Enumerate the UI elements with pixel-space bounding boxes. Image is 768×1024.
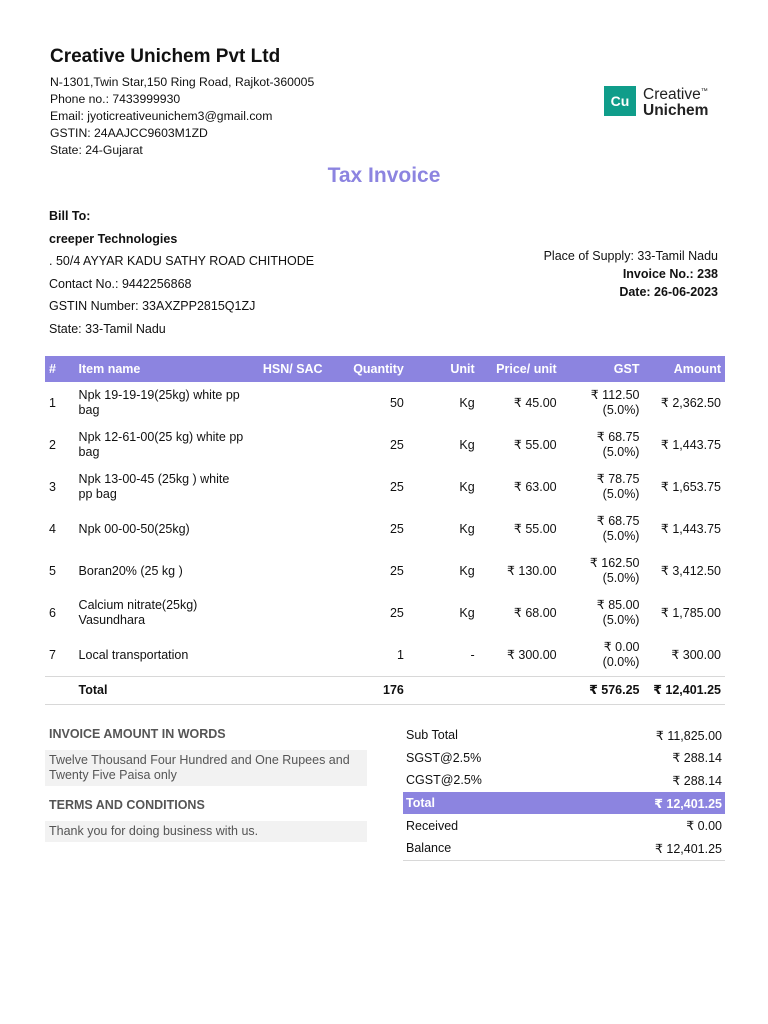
row-gst-percent: (5.0%) — [602, 403, 640, 417]
row-gst-amount: ₹ 162.50 — [589, 556, 640, 570]
company-logo — [604, 84, 724, 120]
col-hsn: HSN/ SAC — [250, 356, 327, 382]
total-unit — [408, 677, 479, 705]
invoice-meta — [544, 247, 718, 301]
terms-text: Thank you for doing business with us. — [45, 821, 367, 842]
logo-mark-icon: Cu — [604, 86, 636, 116]
summary-label: Total — [403, 792, 572, 815]
notes-panel — [45, 724, 367, 842]
items-table — [45, 356, 725, 705]
row-item-name: Npk 12-61-00(25 kg) white pp bag — [78, 430, 244, 459]
row-hsn — [250, 592, 327, 634]
summary-label: Received — [406, 818, 459, 833]
terms-heading: TERMS AND CONDITIONS — [49, 798, 205, 812]
summary-value: ₹ 12,401.25 — [572, 837, 725, 860]
row-quantity: 1 — [396, 647, 404, 662]
amount-in-words-heading: INVOICE AMOUNT IN WORDS — [49, 727, 226, 741]
col-price: Price/ unit — [479, 356, 561, 382]
row-number: 4 — [49, 521, 56, 536]
row-gst — [561, 382, 644, 424]
summary-row-sgst — [403, 747, 725, 770]
summary-value: ₹ 288.14 — [672, 773, 722, 788]
company-phone: Phone no.: 7433999930 — [50, 92, 181, 106]
row-gst-amount: ₹ 68.75 — [596, 514, 640, 528]
total-label: Total — [75, 677, 250, 705]
company-header — [50, 46, 470, 159]
summary-row-received — [403, 814, 725, 837]
row-hsn — [250, 382, 327, 424]
items-total-row — [45, 677, 725, 705]
summary-table — [403, 724, 725, 861]
col-unit: Unit — [408, 356, 479, 382]
row-item-name: Boran20% (25 kg ) — [78, 563, 183, 578]
summary-label: Balance — [403, 837, 572, 860]
row-item-name: Npk 00-00-50(25kg) — [78, 521, 190, 536]
row-unit: - — [470, 647, 475, 662]
row-gst — [561, 634, 644, 677]
row-price: ₹ 45.00 — [513, 395, 557, 410]
row-price: ₹ 63.00 — [513, 479, 557, 494]
col-number: # — [45, 356, 75, 382]
place-of-supply: Place of Supply: 33-Tamil Nadu — [543, 249, 718, 263]
row-gst — [561, 424, 644, 466]
row-gst-amount: ₹ 78.75 — [596, 472, 640, 486]
row-quantity: 25 — [389, 521, 404, 536]
row-gst-percent: (5.0%) — [602, 613, 640, 627]
row-item-name: Npk 19-19-19(25kg) white pp bag — [78, 388, 240, 417]
company-email: Email: jyoticreativeunichem3@gmail.com — [50, 109, 273, 123]
bill-to-block — [49, 208, 409, 344]
summary-row-balance — [403, 837, 725, 860]
table-row — [45, 550, 725, 592]
row-gst — [561, 508, 644, 550]
total-spacer — [45, 677, 75, 705]
summary-row-subtotal — [403, 724, 725, 747]
logo-line2: Unichem — [643, 102, 709, 120]
summary-label: CGST@2.5% — [406, 773, 482, 788]
bill-to-state: State: 33-Tamil Nadu — [49, 321, 166, 336]
bill-to-contact: Contact No.: 9442256868 — [49, 276, 192, 291]
row-number: 1 — [49, 395, 56, 410]
col-quantity: Quantity — [327, 356, 408, 382]
total-price — [479, 677, 561, 705]
row-gst — [561, 592, 644, 634]
row-hsn — [250, 634, 327, 677]
row-price: ₹ 55.00 — [513, 437, 557, 452]
bill-to-address: . 50/4 AYYAR KADU SATHY ROAD CHITHODE — [49, 254, 315, 269]
table-row — [45, 508, 725, 550]
table-row — [45, 634, 725, 677]
row-amount: ₹ 1,785.00 — [660, 605, 721, 620]
row-hsn — [250, 466, 327, 508]
company-address: N-1301,Twin Star,150 Ring Road, Rajkot-360005 — [50, 75, 315, 89]
row-item-name: Calcium nitrate(25kg) Vasundhara — [78, 598, 198, 627]
row-number: 6 — [49, 605, 56, 620]
row-quantity: 25 — [389, 563, 404, 578]
total-amount: ₹ 12,401.25 — [643, 677, 725, 705]
bill-to-gstin: GSTIN Number: 33AXZPP2815Q1ZJ — [49, 299, 256, 314]
row-gst-amount: ₹ 0.00 — [603, 640, 640, 654]
row-gst-amount: ₹ 112.50 — [590, 388, 640, 402]
company-gstin: GSTIN: 24AAJCC9603M1ZD — [50, 126, 208, 140]
summary-value: ₹ 11,825.00 — [655, 728, 722, 743]
summary-label: SGST@2.5% — [406, 750, 482, 765]
row-unit: Kg — [459, 521, 475, 536]
row-unit: Kg — [459, 563, 475, 578]
row-amount: ₹ 2,362.50 — [660, 395, 721, 410]
items-header-row — [45, 356, 725, 382]
bill-to-name: creeper Technologies — [49, 231, 178, 246]
table-row — [45, 424, 725, 466]
summary-value: ₹ 288.14 — [672, 751, 722, 766]
col-gst: GST — [561, 356, 644, 382]
row-number: 2 — [49, 437, 56, 452]
row-number: 5 — [49, 563, 56, 578]
summary-row-cgst — [403, 769, 725, 792]
row-amount: ₹ 3,412.50 — [660, 563, 721, 578]
row-gst-percent: (5.0%) — [602, 445, 640, 459]
summary-value: ₹ 12,401.25 — [572, 792, 725, 815]
row-unit: Kg — [459, 479, 475, 494]
row-price: ₹ 55.00 — [513, 521, 557, 536]
row-price: ₹ 68.00 — [513, 605, 557, 620]
row-quantity: 25 — [389, 437, 404, 452]
invoice-date: Date: 26-06-2023 — [619, 285, 718, 299]
table-row — [45, 382, 725, 424]
total-hsn — [250, 677, 327, 705]
row-number: 3 — [49, 479, 56, 494]
row-amount: ₹ 300.00 — [671, 647, 721, 662]
table-row — [45, 592, 725, 634]
row-amount: ₹ 1,443.75 — [660, 521, 721, 536]
amount-in-words: Twelve Thousand Four Hundred and One Rupees and Twenty Five Paisa only — [45, 750, 367, 786]
logo-line1: Creative — [643, 86, 701, 104]
row-hsn — [250, 550, 327, 592]
row-item-name: Npk 13-00-45 (25kg ) white pp bag — [78, 472, 230, 501]
logo-wordmark — [643, 84, 708, 119]
total-gst: ₹ 576.25 — [561, 677, 644, 705]
invoice-number: Invoice No.: 238 — [622, 267, 718, 281]
row-price: ₹ 300.00 — [506, 647, 557, 662]
bill-to-heading: Bill To: — [49, 209, 91, 223]
row-quantity: 25 — [389, 479, 404, 494]
row-quantity: 25 — [389, 605, 404, 620]
row-price: ₹ 130.00 — [506, 563, 557, 578]
total-quantity: 176 — [327, 677, 408, 705]
company-name: Creative Unichem Pvt Ltd — [50, 46, 281, 67]
row-hsn — [250, 508, 327, 550]
col-item-name: Item name — [75, 356, 250, 382]
row-gst-percent: (5.0%) — [602, 529, 640, 543]
summary-value: ₹ 0.00 — [686, 819, 722, 834]
table-row — [45, 466, 725, 508]
logo-tm: ™ — [700, 88, 708, 95]
col-amount: Amount — [643, 356, 725, 382]
row-gst-percent: (5.0%) — [602, 487, 640, 501]
summary-label: Sub Total — [406, 728, 458, 743]
row-item-name: Local transportation — [78, 647, 189, 662]
row-unit: Kg — [459, 605, 475, 620]
summary-row-total — [403, 792, 725, 815]
row-unit: Kg — [459, 437, 475, 452]
row-gst-amount: ₹ 85.00 — [596, 598, 640, 612]
row-amount: ₹ 1,443.75 — [660, 437, 721, 452]
row-gst — [561, 550, 644, 592]
company-state: State: 24-Gujarat — [50, 143, 143, 157]
row-gst-percent: (0.0%) — [602, 655, 640, 669]
row-gst-percent: (5.0%) — [602, 571, 640, 585]
row-gst — [561, 466, 644, 508]
row-quantity: 50 — [389, 395, 404, 410]
row-unit: Kg — [459, 395, 475, 410]
row-amount: ₹ 1,653.75 — [660, 479, 721, 494]
row-hsn — [250, 424, 327, 466]
row-number: 7 — [49, 647, 56, 662]
document-title: Tax Invoice — [327, 164, 441, 187]
row-gst-amount: ₹ 68.75 — [596, 430, 640, 444]
